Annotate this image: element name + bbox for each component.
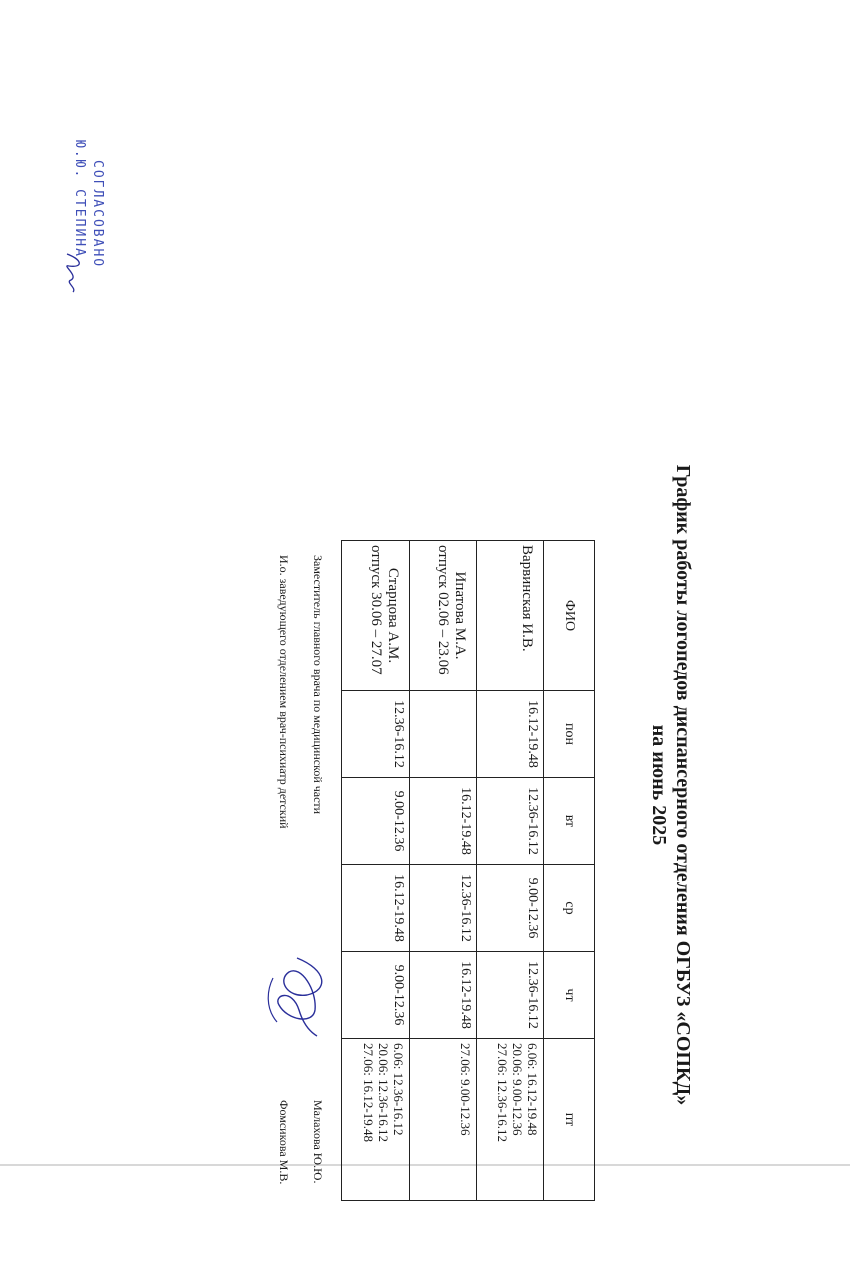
name-note: отпуск 02.06 – 23.06 (435, 545, 451, 675)
header-fri: пт (544, 1039, 595, 1201)
document-title (647, 285, 695, 1285)
header-tue: вт (544, 778, 595, 865)
rotated-document-content (135, 285, 695, 1285)
table-row (410, 541, 477, 1201)
cell-name (477, 541, 544, 691)
fri-line: 27.06: 16.12-19.48 (361, 1043, 376, 1142)
fri-line: 6.06: 16.12-19.48 (525, 1043, 540, 1136)
cell-wed: 16.12-19.48 (342, 865, 410, 952)
title-line-2: на июнь 2025 (648, 724, 670, 846)
cell-thu: 12.36-16.12 (477, 952, 544, 1039)
table-header-row (544, 541, 595, 1201)
cell-wed: 12.36-16.12 (410, 865, 477, 952)
fri-line: 20.06: 12.36-16.12 (376, 1043, 391, 1142)
head-name: Фомсикова М.В. (277, 1100, 291, 1185)
fri-line: 20.06: 9.00-12.36 (510, 1043, 525, 1136)
cell-mon: 16.12-19.48 (477, 691, 544, 778)
cell-wed: 9.00-12.36 (477, 865, 544, 952)
stamp-signature (59, 250, 87, 295)
name-text: Старцова А.М. (385, 567, 401, 664)
title-line-1: График работы логопедов диспансерного отделения ОГБУЗ «СОПКД» (672, 464, 694, 1106)
fri-line: 27.06: 12.36-16.12 (495, 1043, 510, 1142)
name-note: отпуск 30.06 – 27.07 (368, 545, 384, 675)
cell-mon: 12.36-16.12 (342, 691, 410, 778)
stamp-line-1: СОГЛАСОВАНО (90, 160, 105, 269)
cell-fri (477, 1039, 544, 1201)
fri-line: 6.06: 12.36-16.12 (391, 1043, 406, 1136)
deputy-name: Малахова Ю.Ю. (311, 1100, 325, 1184)
cell-tue: 16.12-19.48 (410, 778, 477, 865)
cell-thu: 16.12-19.48 (410, 952, 477, 1039)
cell-tue: 9.00-12.36 (342, 778, 410, 865)
stamp-line-2: Ю.Ю. СТЕПИНА (72, 140, 87, 258)
deputy-position: Заместитель главного врача по медицинской части (311, 555, 325, 815)
cell-name (342, 541, 410, 691)
cell-name (410, 541, 477, 691)
header-fio: ФИО (544, 541, 595, 691)
cell-fri (410, 1039, 477, 1201)
head-position: И.о. заведующего отделением врач-психиатр детский (277, 555, 291, 829)
cell-mon (410, 691, 477, 778)
cell-tue: 12.36-16.12 (477, 778, 544, 865)
approval-stamp (0, 140, 105, 290)
table-row (477, 541, 544, 1201)
schedule-table (341, 540, 595, 1201)
header-wed: ср (544, 865, 595, 952)
name-text: Ипатова М.А. (452, 571, 468, 660)
fri-line: 27.06: 9.00-12.36 (458, 1043, 473, 1136)
name-text: Варвинская И.В. (519, 545, 535, 652)
cell-thu: 9.00-12.36 (342, 952, 410, 1039)
handwritten-signature (257, 950, 337, 1040)
header-thu: чт (544, 952, 595, 1039)
table-row (342, 541, 410, 1201)
cell-fri (342, 1039, 410, 1201)
header-mon: пон (544, 691, 595, 778)
